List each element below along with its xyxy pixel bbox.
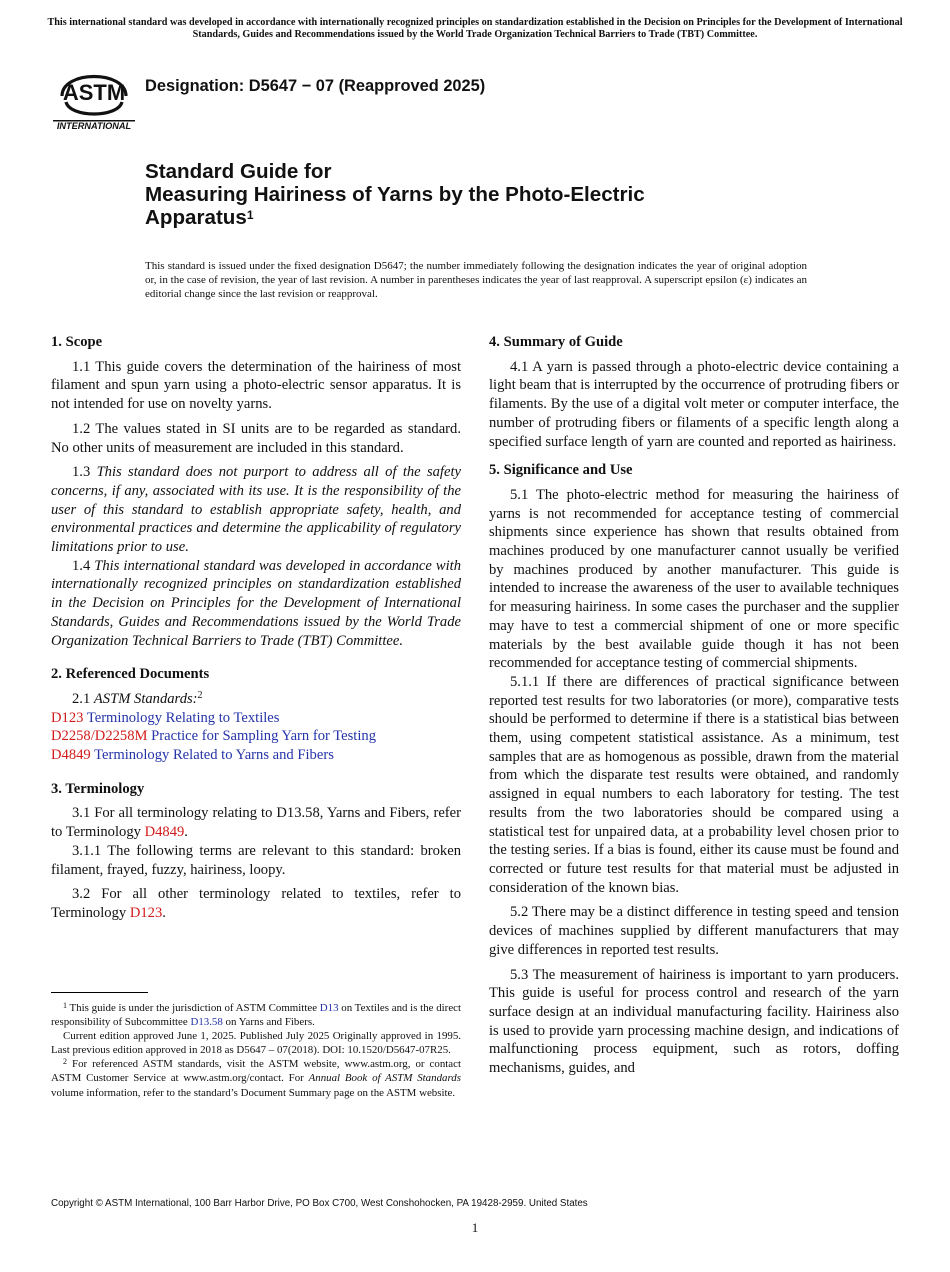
paragraph-1-2: 1.2 The values stated in SI units are to be regarded as standard. No other units of measurement are included in this standard. (51, 420, 461, 456)
paragraph-3-2-text: 3.2 For all other terminology related to textiles, refer to Terminology (51, 886, 461, 921)
footnote-rule (51, 992, 148, 993)
title-line-2: Measuring Hairiness of Yarns by the Photo-Electric (145, 183, 645, 206)
footnote-1-text-c: on Yarns and Fibers. (222, 1016, 315, 1029)
reference-d4849 (51, 746, 461, 765)
footnote-1-mark: 1 (63, 1001, 67, 1010)
footnote-2-text-b: volume information, refer to the standard’s Document Summary page on the ASTM website. (51, 1086, 456, 1099)
section-heading-scope: 1. Scope (51, 334, 103, 350)
reference-link-d123[interactable]: D123 (51, 709, 84, 726)
paragraph-1-4-text: This international standard was developed in accordance with internationally recognized principles on standardization established in the Decision on Principles for the Development of International Standards, Guides and Recommendations issued by the World Trade Organization Technical Barriers to Trade (TBT) Committee. (51, 557, 462, 649)
paragraph-2-1-number: 2.1 (72, 690, 94, 707)
reference-link-d2258[interactable]: D2258/D2258M (51, 728, 148, 745)
top-notice: This international standard was developed in accordance with internationally recognized principles on standardization established in the Decision on Principles for the Development of International Standards, Guides and Recommendations issued by the World Trade Organization Technical Barriers to Trade (TBT) Committee. (47, 17, 903, 40)
issue-note: This standard is issued under the fixed designation D5647; the number immediately following the designation indicates the year of original adoption or, in the case of revision, the year of last revision. A number in parentheses indicates the year of last reapproval. A superscript epsilon (ε) indicates an editorial change since the last revision or reapproval. (145, 260, 807, 300)
paragraph-1-3-text: This standard does not purport to address all of the safety concerns, if any, associated with its use. It is the responsibility of the user of this standard to establish appropriate safety, health, and environmental practices and determine the applicability of regulatory limitations prior to use. (51, 464, 461, 556)
reference-title-d123[interactable]: Terminology Relating to Textiles (83, 709, 280, 726)
paragraph-3-1: 3.1 For all terminology relating to D13.58, Yarns and Fibers, refer to Terminology D4849. (51, 805, 461, 841)
footnote-1-text-b: on Textiles and is the direct responsibility of Subcommittee (51, 1002, 462, 1029)
logo-text: ASTM (62, 80, 126, 105)
paragraph-1-4 (51, 557, 461, 651)
paragraph-1-3-number: 1.3 (72, 464, 97, 481)
paragraph-3-1-text: 3.1 For all terminology relating to D13.58, Yarns and Fibers, refer to Terminology (51, 805, 461, 841)
title-line-3-text: Apparatus (145, 206, 247, 229)
paragraph-5-1: 5.1 The photo-electric method for measuring the hairiness of yarns is not recommended for acceptance testing of commercial shipments since experience has shown that results obtained from machines produced by one manufacturer cannot usually be verified by machines produced by another manufacturer. This guide is intended to increase the awareness of the user to available techniques for measuring hairiness. In some cases the purchaser and the supplier may have to test a commercial shipment of one or more specific materials by the best available guide though it has not been recommended for acceptance testing of commercial shipments. (489, 486, 899, 672)
footnote-link-d13-58[interactable]: D13.58 (190, 1016, 223, 1029)
paragraph-4-1: 4.1 A yarn is passed through a photo-electric device containing a light beam that is interrupted by the occurrence of protruding fibers or filaments. By the use of a digital volt meter or computer interface, the number of protruding fibers or filaments of a specific length along a specified surface length of yarn are counted and reported as hairiness. (489, 358, 899, 450)
reference-title-d4849[interactable]: Terminology Related to Yarns and Fibers (90, 747, 334, 764)
paragraph-3-1-1: 3.1.1 The following terms are relevant to this standard: broken filament, frayed, fuzzy, hairiness, loopy. (51, 842, 461, 878)
paragraph-5-2: 5.2 There may be a distinct difference in testing speed and tension devices of machines supplied by different manufacturers that may give differences in reported test results. (489, 904, 899, 958)
reference-link-3-2[interactable]: D123 (129, 904, 163, 921)
footnote-1-edition: Current edition approved June 1, 2025. Published July 2025 Originally approved in 1995. Last previous edition approved in 2018 as D5647 – 07(2018). DOI: 10.1520/D5647-07R25. (51, 1030, 461, 1057)
left-column (51, 333, 461, 923)
footnote-2-text-a: For referenced ASTM standards, visit the ASTM website, www.astm.org, or contact ASTM Customer Service at www.astm.org/contact. For (51, 1058, 461, 1085)
title-footnote-mark: 1 (246, 208, 254, 222)
footnote-link-d13[interactable]: D13 (319, 1002, 339, 1014)
section-heading-terminology: 3. Terminology (51, 780, 145, 797)
section-heading-summary: 4. Summary of Guide (489, 334, 623, 350)
footnote-2 (51, 1057, 461, 1099)
reference-d123 (51, 709, 461, 728)
paragraph-2-1-text: ASTM Standards: (93, 690, 198, 707)
document-title (145, 160, 845, 229)
title-line-3 (145, 206, 845, 229)
paragraph-1-3 (51, 463, 461, 557)
title-line-1: Standard Guide for (145, 160, 332, 183)
reference-title-d2258[interactable]: Practice for Sampling Yarn for Testing (147, 728, 377, 745)
section-heading-referenced-documents: 2. Referenced Documents (51, 666, 210, 683)
paragraph-5-1-1: 5.1.1 If there are differences of practical significance between reported test results for two laboratories (or more), comparative tests should be performed to determine if there is a statistical bias between them, using competent statistical assistance. As a minimum, test samples that are as homogenous as possible, drawn from the material from which the disparate test results were obtained, and randomly assigned in equal numbers to each laboratory for testing. The test results from the two laboratories should be compared using a statistical test for unpaired data, at a probability level chosen prior to the testing series. If a bias is found, either its cause must be found and corrected or future test results for that material must be adjusted in consideration of the known bias. (489, 673, 899, 896)
footnote-mark-2: 2 (197, 689, 203, 701)
designation: Designation: D5647 − 07 (Reapproved 2025) (145, 77, 486, 95)
section-heading-significance: 5. Significance and Use (489, 462, 633, 479)
paragraph-3-2: 3.2 For all other terminology related to textiles, refer to Terminology D123. (51, 886, 461, 921)
astm-logo (52, 56, 136, 132)
footnote-1 (51, 1001, 461, 1029)
right-column (489, 333, 899, 1078)
paragraph-1-1: 1.1 This guide covers the determination of the hairiness of most filament and spun yarn using a photo-electric sensor apparatus. It is not intended for use on novelty yarns. (51, 358, 461, 413)
footnote-2-italic: Annual Book of ASTM Standards (308, 1072, 461, 1085)
footnote-2-mark: 2 (63, 1057, 67, 1067)
reference-link-d4849[interactable]: D4849 (51, 747, 91, 764)
footnotes (51, 1001, 461, 1100)
footnote-1-text-a: This guide is under the jurisdiction of ASTM Committee (67, 1002, 320, 1014)
logo-subtext: INTERNATIONAL (56, 121, 132, 131)
page-number: 1 (471, 1220, 479, 1235)
paragraph-5-3: 5.3 The measurement of hairiness is important to yarn producers. This guide is useful for process control and research of the yarn surface design at an individual manufacturing facility. Hairiness also is used to provide yarn processing machine design, and indications of malfunctioning process equipment, such as rotors, doffing mechanisms, guides, and (489, 966, 899, 1077)
paragraph-1-4-number: 1.4 (72, 557, 95, 574)
reference-link-3-1[interactable]: D4849 (144, 824, 185, 841)
copyright: Copyright © ASTM International, 100 Barr Harbor Drive, PO Box C700, West Conshohocken, PA 19428-2959. United States (51, 1198, 588, 1209)
paragraph-2-1 (51, 690, 461, 709)
reference-d2258 (51, 727, 461, 746)
